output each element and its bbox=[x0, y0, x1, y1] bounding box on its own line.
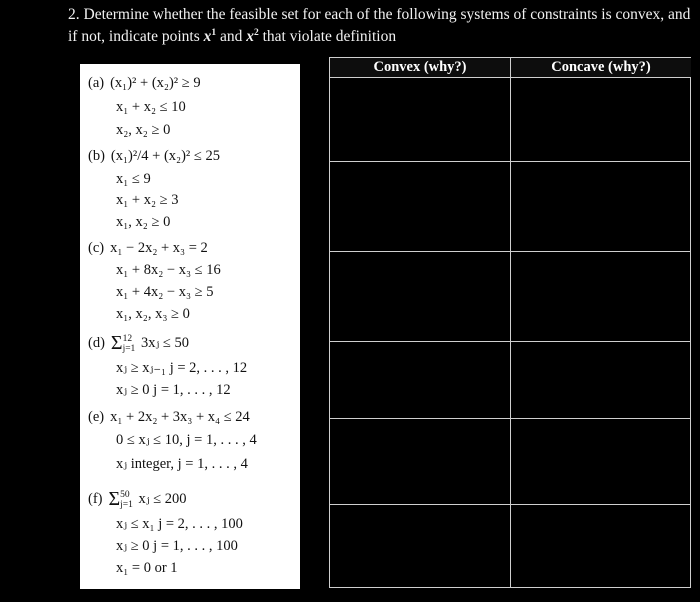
problem-b-line-2: x₁ ≤ 9 bbox=[116, 171, 151, 187]
problem-c-constraint-1: x₁ − 2x₂ + x₃ = 2 bbox=[110, 240, 208, 256]
problem-a-constraint-1: (x₁)² + (x₂)² ≥ 9 bbox=[110, 75, 201, 91]
problem-e-line-2: 0 ≤ xⱼ ≤ 10, j = 1, . . . , 4 bbox=[116, 432, 257, 448]
question-text bbox=[68, 4, 696, 48]
problem-c-line-3: x₁ + 4x₂ − x₃ ≥ 5 bbox=[116, 284, 214, 300]
problem-a-line-3: x₂, x₂ ≥ 0 bbox=[116, 122, 171, 138]
problem-c-line-2: x₁ + 8x₂ − x₃ ≤ 16 bbox=[116, 262, 221, 278]
answer-cell-d-convex[interactable] bbox=[330, 342, 510, 419]
summation-upper-f: 50 bbox=[120, 489, 130, 500]
problem-e-constraint-1: x₁ + 2x₂ + 3x₃ + x₄ ≤ 24 bbox=[110, 409, 250, 425]
point-x1-superscript: 1 bbox=[211, 27, 217, 38]
answer-cell-e-concave[interactable] bbox=[510, 419, 690, 505]
problem-e-line-3: xⱼ integer, j = 1, . . . , 4 bbox=[116, 456, 248, 472]
answer-cell-f-concave[interactable] bbox=[510, 505, 690, 587]
problem-d-constraint-1: 3xⱼ ≤ 50 bbox=[137, 335, 189, 351]
point-x1: x bbox=[203, 28, 212, 45]
problem-b-line-4: x₁, x₂ ≥ 0 bbox=[116, 214, 171, 230]
problem-a-line-2: x₁ + x₂ ≤ 10 bbox=[116, 99, 186, 115]
question-prefix: 2. Determine whether the feasible set for each of the following systems of constraints is convex, and if not, indicate points bbox=[68, 6, 691, 45]
summation-limits-f bbox=[120, 490, 133, 510]
problem-b-label: (b) bbox=[88, 148, 105, 164]
answer-cell-a-concave[interactable] bbox=[510, 77, 690, 162]
answer-cell-e-convex[interactable] bbox=[330, 419, 510, 505]
problem-b-constraint-1: (x₁)²/4 + (x₂)² ≤ 25 bbox=[110, 148, 220, 164]
problem-d-line-2: xⱼ ≥ xⱼ₋₁ j = 2, . . . , 12 bbox=[116, 360, 248, 376]
problem-f-line-1 bbox=[88, 488, 187, 511]
problem-d-line-1 bbox=[88, 332, 189, 355]
summation-lower-d: j=1 bbox=[122, 343, 136, 354]
summation-lower-f: j=1 bbox=[120, 499, 133, 510]
answer-cell-d-concave[interactable] bbox=[510, 342, 690, 419]
summation-sign-f: Σ bbox=[108, 488, 121, 510]
problem-a-line-1 bbox=[88, 75, 201, 92]
point-x2: x bbox=[246, 28, 254, 45]
problem-d-label: (d) bbox=[88, 335, 105, 351]
constraint-systems-panel bbox=[80, 64, 300, 589]
answer-cell-f-convex[interactable] bbox=[330, 505, 510, 587]
column-header-convex: Convex (why?) bbox=[330, 58, 510, 78]
problem-e-line-1 bbox=[88, 409, 250, 426]
answer-cell-c-convex[interactable] bbox=[330, 252, 510, 342]
column-header-concave: Concave (why?) bbox=[510, 58, 691, 78]
question-suffix: that violate definition bbox=[258, 28, 397, 45]
problem-d-line-3: xⱼ ≥ 0 j = 1, . . . , 12 bbox=[116, 382, 231, 398]
problem-f-constraint-1: xⱼ ≤ 200 bbox=[134, 491, 187, 507]
problem-e-label: (e) bbox=[88, 409, 105, 425]
summation-sign-d: Σ bbox=[110, 332, 123, 354]
question-and: and bbox=[216, 28, 247, 45]
answer-cell-c-concave[interactable] bbox=[510, 252, 690, 342]
problem-f-line-2: xⱼ ≤ x₁ j = 2, . . . , 100 bbox=[116, 516, 243, 532]
answer-cell-b-convex[interactable] bbox=[330, 162, 510, 252]
answer-table bbox=[329, 57, 691, 588]
problem-c-line-4: x₁, x₂, x₃ ≥ 0 bbox=[116, 306, 190, 322]
answer-cell-b-concave[interactable] bbox=[510, 162, 690, 252]
problem-f-line-4: x₁ = 0 or 1 bbox=[116, 560, 178, 576]
problem-f-label: (f) bbox=[88, 491, 103, 507]
problem-b-line-1 bbox=[88, 148, 220, 165]
problem-b-line-3: x₁ + x₂ ≥ 3 bbox=[116, 192, 179, 208]
problem-f-line-3: xⱼ ≥ 0 j = 1, . . . , 100 bbox=[116, 538, 238, 554]
summation-limits-d bbox=[123, 334, 136, 354]
answer-cell-a-convex[interactable] bbox=[330, 77, 510, 162]
problem-c-label: (c) bbox=[88, 240, 105, 256]
problem-c-line-1 bbox=[88, 240, 208, 257]
problem-a-label: (a) bbox=[88, 75, 105, 91]
summation-upper-d: 12 bbox=[122, 333, 133, 344]
point-x2-superscript: 2 bbox=[254, 27, 259, 38]
